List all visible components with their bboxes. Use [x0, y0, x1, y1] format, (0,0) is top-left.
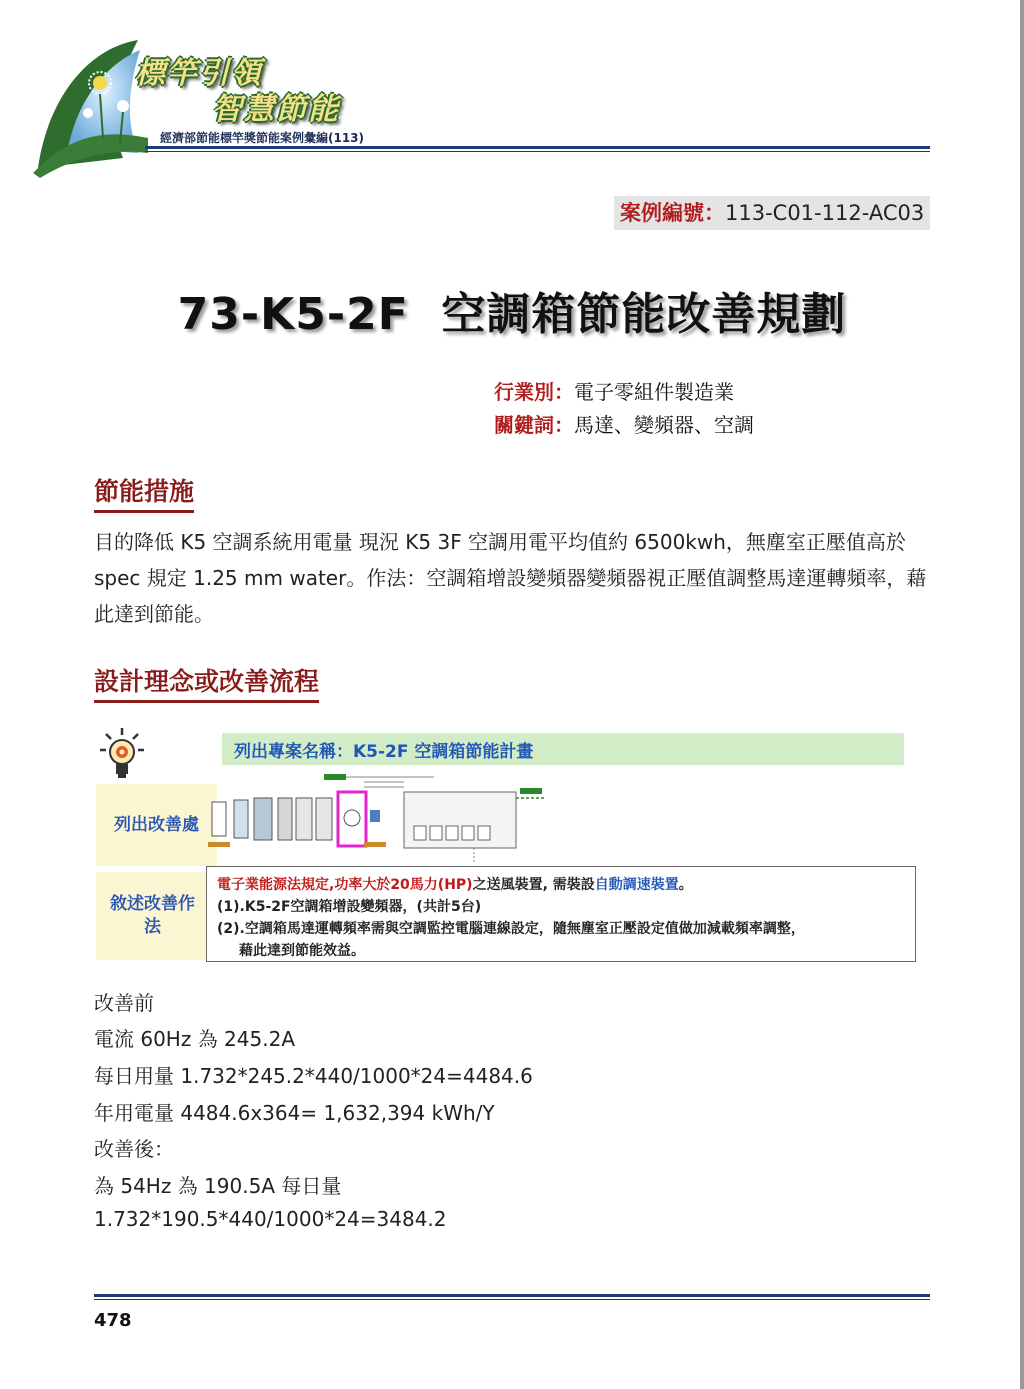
project-figure: [94, 724, 920, 966]
page-edge-shadow: [1020, 0, 1024, 1389]
page-number: 478: [94, 1310, 132, 1331]
regulation-red-text: 電子業能源法規定,功率大於20馬力(HP): [217, 877, 473, 893]
case-number-value: 113-C01-112-AC03: [725, 201, 925, 225]
keywords-line: [494, 409, 754, 438]
method-item-3: 藉此達到節能效益。: [239, 943, 365, 959]
logo-title-line2: 智慧節能: [212, 92, 340, 127]
regulation-mid-text: 之送風裝置, 需裝設: [472, 877, 595, 893]
describe-method-label: 敘述改善作法: [96, 872, 209, 960]
calc-line: 年用電量 4484.6x364= 1,632,394 kWh/Y: [94, 1101, 495, 1125]
method-item-2: (2).空調箱馬達運轉頻率需與空調監控電腦連線設定，隨無塵室正壓設定值做加減載頻率調整，: [217, 921, 805, 937]
footer-divider-thin: [94, 1299, 930, 1300]
page-header: [0, 0, 1024, 190]
method-item-1: (1).K5-2F空調箱增設變頻器，(共計5台): [217, 899, 482, 915]
calc-line: 每日用量 1.732*245.2*440/1000*24=4484.6: [94, 1064, 533, 1088]
section-heading-design: 設計理念或改善流程: [94, 662, 319, 703]
ahu-schematic-diagram: [204, 768, 564, 868]
case-number-label: 案例編號：: [620, 201, 725, 225]
logo-title-line1: 標竿引領: [135, 56, 263, 91]
industry-value: 電子零組件製造業: [574, 380, 734, 404]
keywords-value: 馬達、變頻器、空調: [574, 413, 754, 437]
header-divider-thin: [145, 151, 930, 152]
section-heading-measures: 節能措施: [94, 472, 194, 513]
calc-line: 1.732*190.5*440/1000*24=3484.2: [94, 1207, 447, 1231]
case-number-badge: [614, 196, 930, 230]
page-title: 73-K5-2F 空調箱節能改善規劃: [177, 289, 847, 340]
industry-label: 行業別：: [494, 380, 574, 404]
header-divider: [145, 146, 930, 149]
calc-line: 為 54Hz 為 190.5A 每日量: [94, 1174, 342, 1198]
header-subtitle: 經濟部節能標竿獎節能案例彙編(113): [160, 131, 365, 145]
lightbulb-icon: [98, 726, 146, 782]
regulation-blue-text: 自動調速裝置: [594, 877, 679, 893]
figure-title: 列出專案名稱：K5-2F 空調箱節能計畫: [234, 742, 534, 762]
method-description-box: [206, 866, 916, 962]
keywords-label: 關鍵詞：: [494, 413, 574, 437]
calc-line: 改善後：: [94, 1137, 174, 1161]
regulation-end-text: 。: [678, 877, 693, 893]
regulation-line: [217, 874, 905, 896]
industry-line: [494, 376, 734, 405]
measures-paragraph: 目的降低 K5 空調系統用電量 現況 K5 3F 空調用電平均值約 6500kwh，無塵室正壓值高於 spec 規定 1.25 mm water。作法：空調箱增設變頻器變頻器視正壓值調整馬達運轉頻率，藉此達到節能。: [94, 530, 927, 626]
calc-line: 電流 60Hz 為 245.2A: [94, 1027, 295, 1051]
list-improvement-label: 列出改善處: [96, 784, 217, 866]
calc-line: 改善前: [94, 991, 154, 1015]
footer-divider: [94, 1294, 930, 1297]
